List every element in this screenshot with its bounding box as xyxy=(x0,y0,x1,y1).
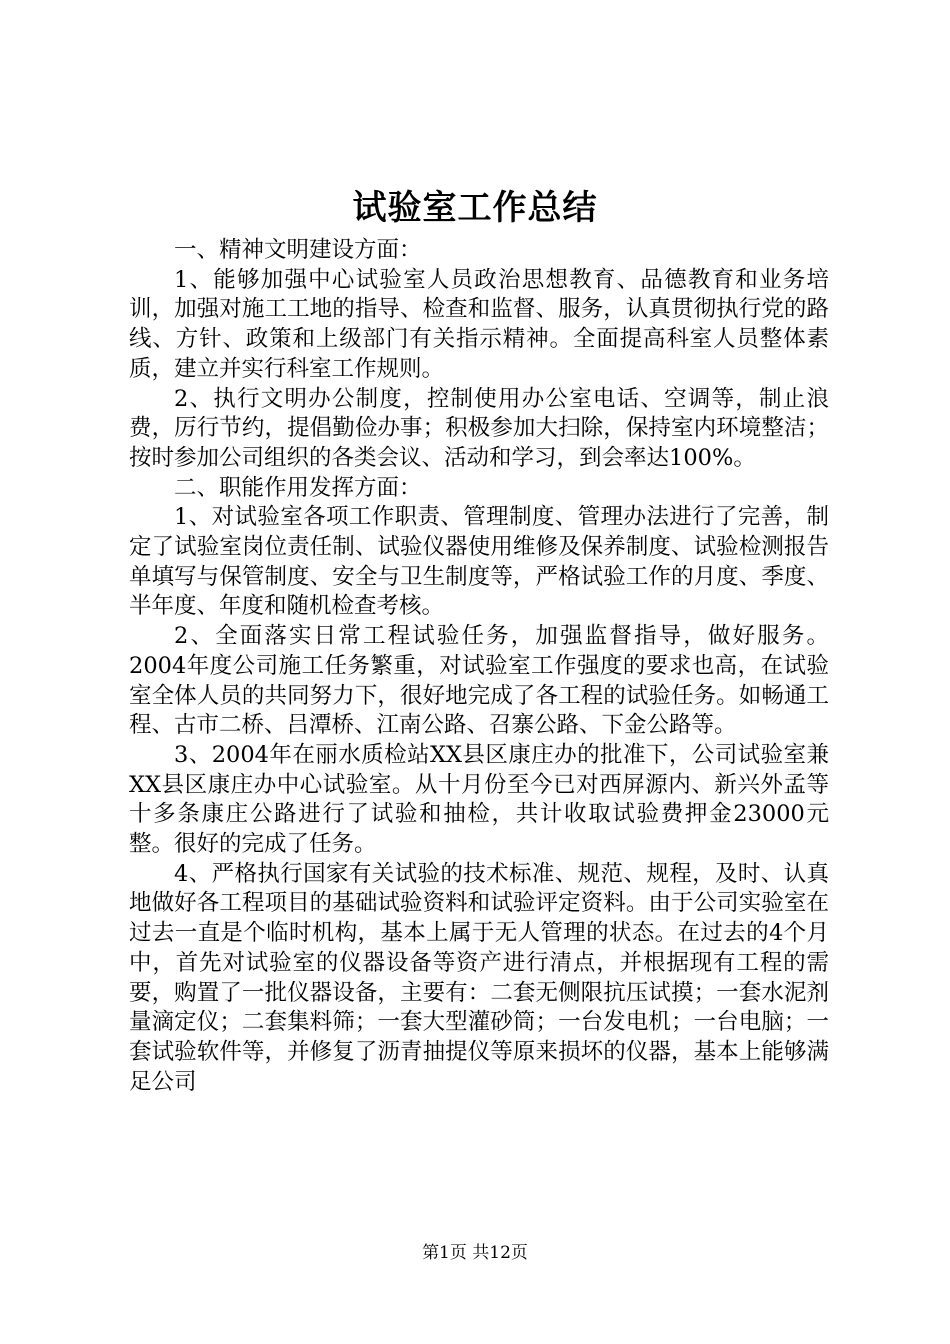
paragraph: 3、2004年在丽水质检站XX县区康庄办的批准下，公司试验室兼XX县区康庄办中心试验室。从十月份至今已对西屏源内、新兴外孟等十多条康庄公路进行了试验和抽检，共计收取试验费押金23000元整。很好的完成了任务。 xyxy=(129,741,829,858)
paragraph: 1、能够加强中心试验室人员政治思想教育、品德教育和业务培训，加强对施工工地的指导、检查和监督、服务，认真贯彻执行党的路线、方针、政策和上级部门有关指示精神。全面提高科室人员整体素质，建立并实行科室工作规则。 xyxy=(129,266,829,382)
document-title: 试验室工作总结 xyxy=(352,188,598,228)
paragraph: 4、严格执行国家有关试验的技术标准、规范、规程，及时、认真地做好各工程项目的基础试验资料和试验评定资料。由于公司实验室在过去一直是个临时机构，基本上属于无人管理的状态。在过去的4个月中，首先对试验室的仪器设备等资产进行清点，并根据现有工程的需要，购置了一批仪器设备，主要有：二套无侧限抗压试摸；一套水泥剂量滴定仪；二套集料筛；一套大型灌砂筒；一台发电机；一台电脑；一套试验软件等，并修复了沥青抽提仪等原来损坏的仪器，基本上能够满足公司 xyxy=(129,860,829,1095)
document-body xyxy=(129,236,829,1097)
paragraph: 1、对试验室各项工作职责、管理制度、管理办法进行了完善，制定了试验室岗位责任制、试验仪器使用维修及保养制度、试验检测报告单填写与保管制度、安全与卫生制度等，严格试验工作的月度、季度、半年度、年度和随机检查考核。 xyxy=(129,504,829,620)
paragraph: 2、执行文明办公制度，控制使用办公室电话、空调等，制止浪费，厉行节约，提倡勤俭办事；积极参加大扫除，保持室内环境整洁；按时参加公司组织的各类会议、活动和学习，到会率达100%。 xyxy=(129,385,829,471)
page-footer: 第1页 共12页 xyxy=(422,1243,528,1263)
section-heading-1: 一、精神文明建设方面： xyxy=(174,237,422,263)
paragraph: 2、全面落实日常工程试验任务，加强监督指导，做好服务。2004年度公司施工任务繁重，对试验室工作强度的要求也高，在试验室全体人员的共同努力下，很好地完成了各工程的试验任务。如畅通工程、古市二桥、吕潭桥、江南公路、召寨公路、下金公路等。 xyxy=(129,623,829,739)
section-heading-2: 二、职能作用发挥方面： xyxy=(174,474,422,501)
